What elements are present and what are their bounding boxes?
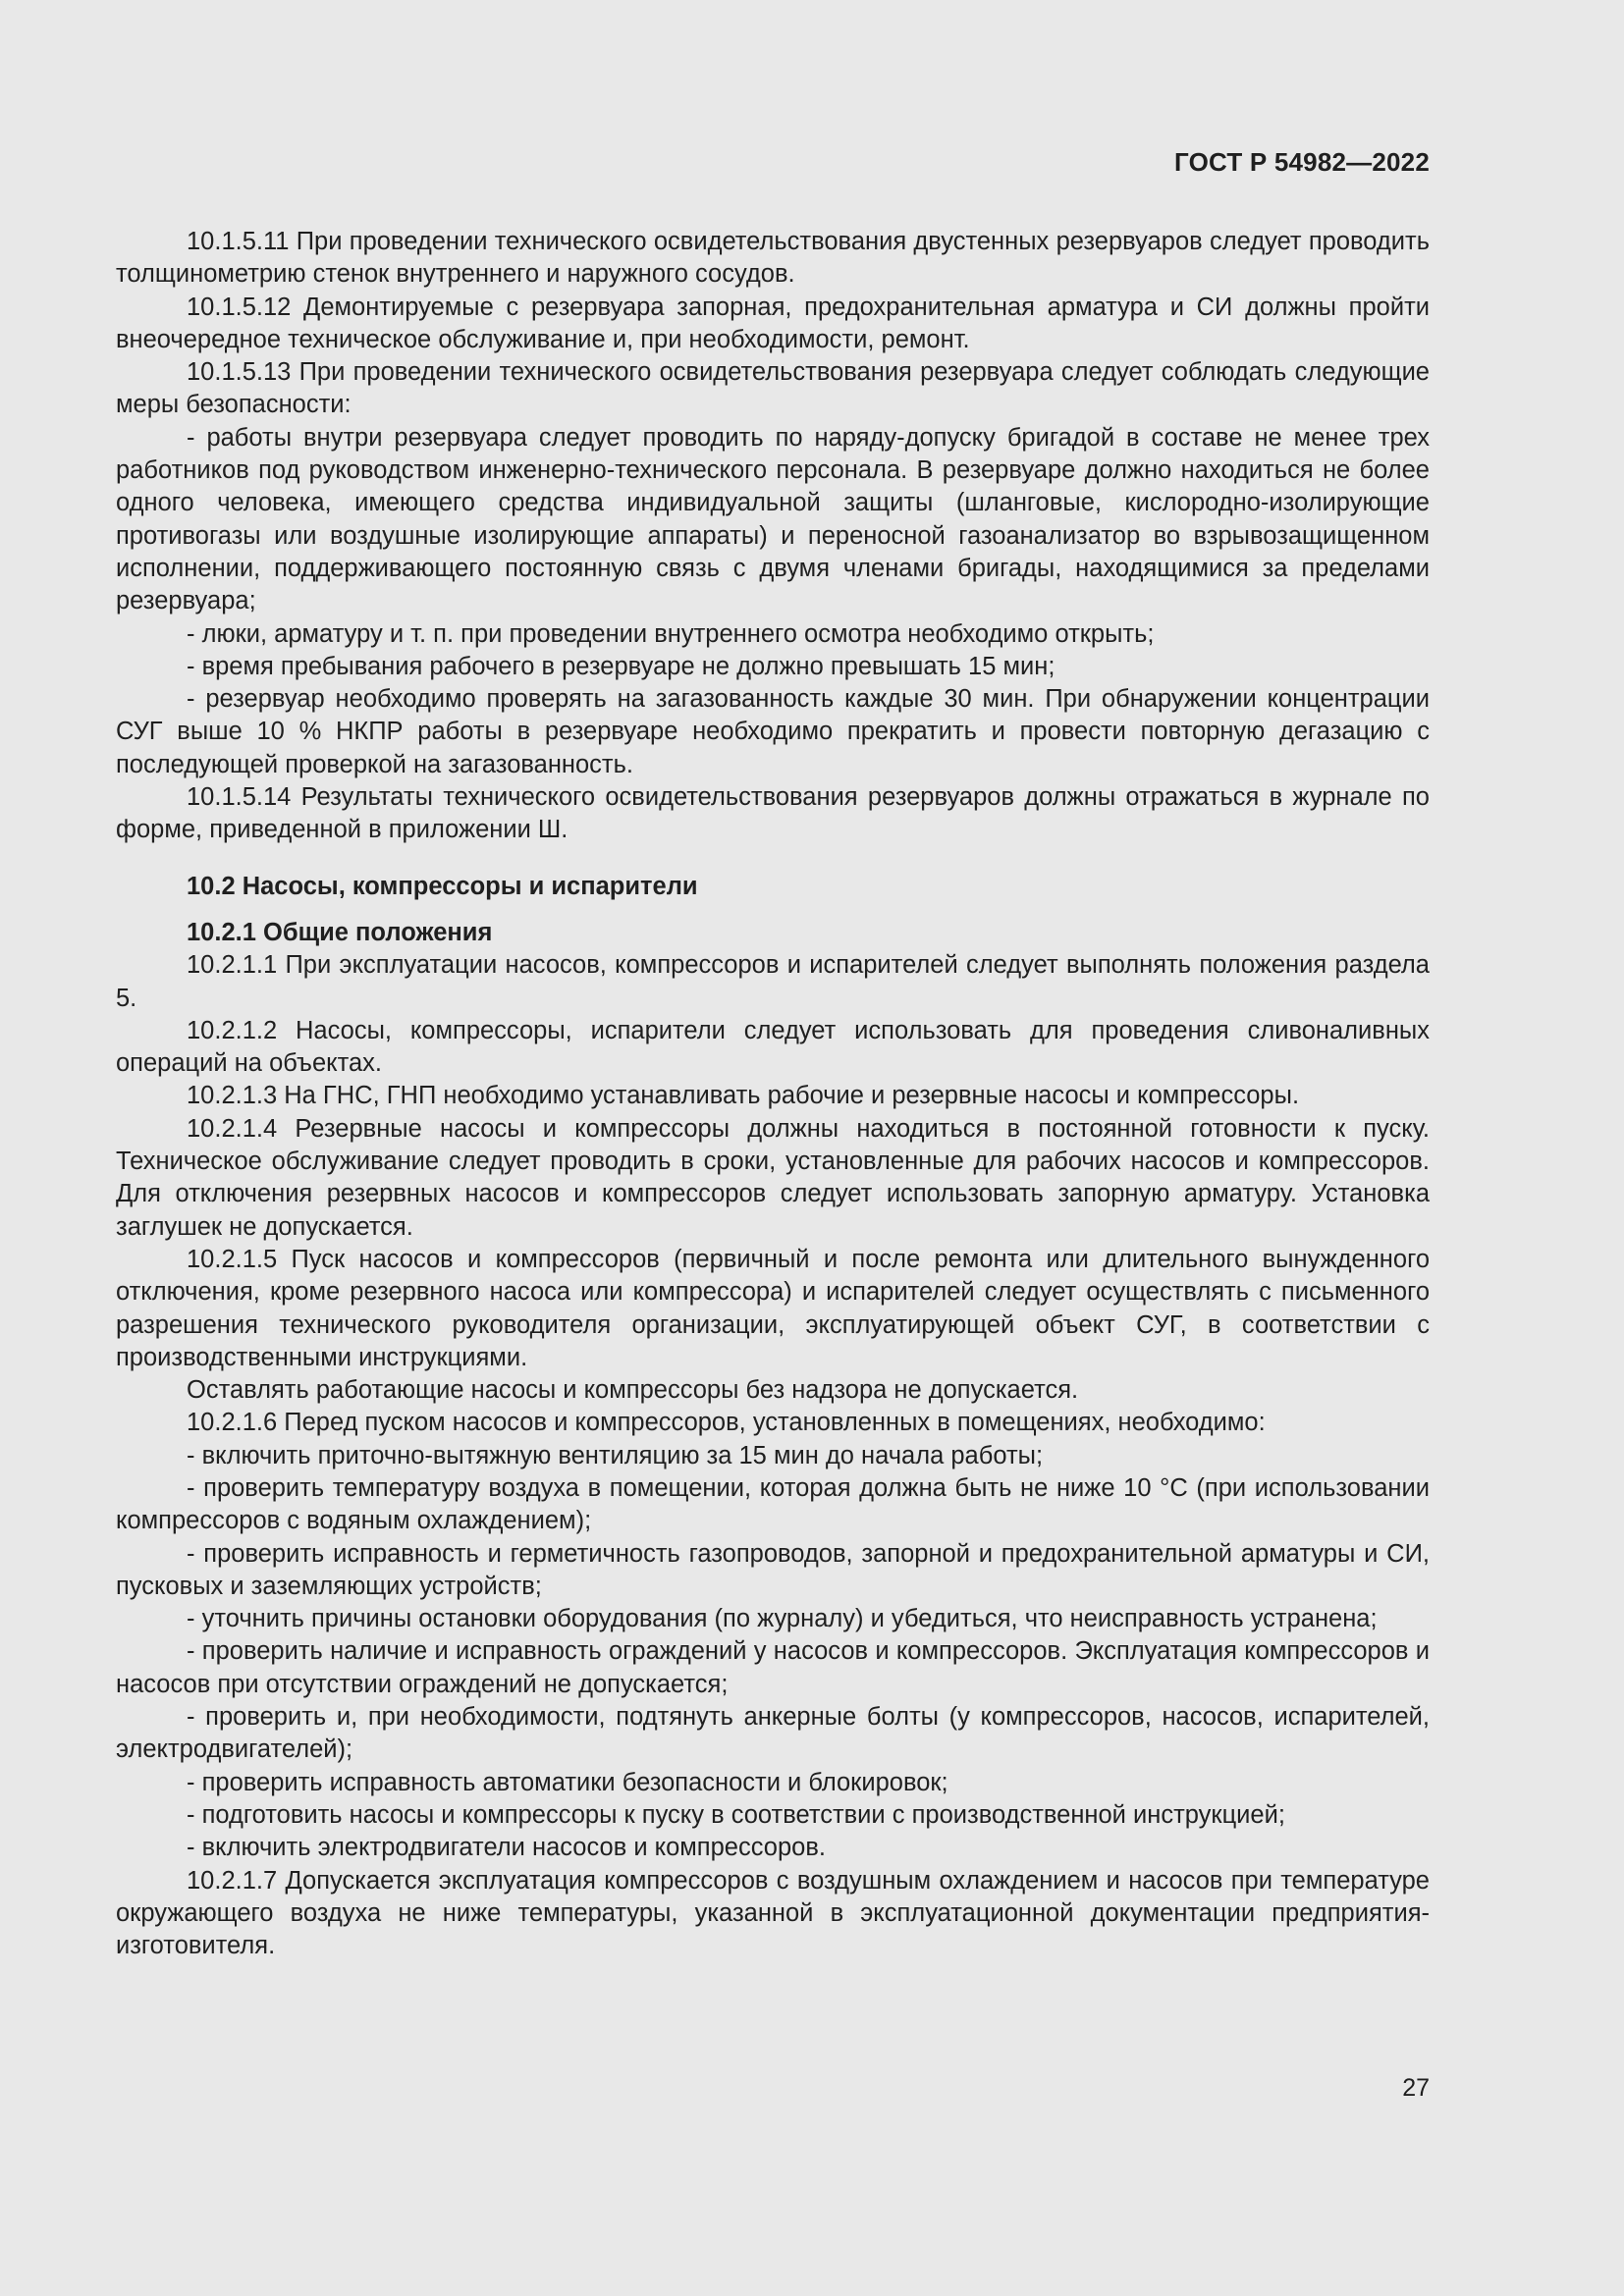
list-item-startup-7: - проверить исправность автоматики безопасности и блокировок; [187,1768,948,1796]
paragraph-no-supervision: Оставлять работающие насосы и компрессоры без надзора не допускается. [187,1376,1079,1405]
list-item-safety-4: - резервуар необходимо проверять на загазованность каждые 30 мин. При обнаружении концентрации СУГ выше 10 % НКПР работы в резервуаре необходимо прекратить и провести повторную дегазацию с последующей проверкой на загазованность. [116,685,1430,778]
paragraph-10-2-1-4: 10.2.1.4 Резервные насосы и компрессоры должны находиться в постоянной готовности к пуску. Техническое обслуживание следует проводить в сроки, установленные для рабочих насосов и компрессоров. Для отключения резервных насосов и компрессоров следует использовать запорную арматуру. Установка заглушек не допускается. [116,1114,1430,1241]
list-item-startup-8: - подготовить насосы и компрессоры к пуску в соответствии с производственной инструкцией; [187,1800,1285,1829]
list-item-safety-3: - время пребывания рабочего в резервуаре не должно превышать 15 мин; [187,652,1056,680]
document-header-id: ГОСТ Р 54982—2022 [1174,147,1430,177]
list-item-startup-1: - включить приточно-вытяжную вентиляцию за 15 мин до начала работы; [187,1441,1044,1469]
list-item-startup-2: - проверить температуру воздуха в помещении, которая должна быть не ниже 10 °С (при использовании компрессоров с водяным охлаждением); [116,1473,1430,1535]
paragraph-10-2-1-7: 10.2.1.7 Допускается эксплуатация компрессоров с воздушным охлаждением и насосов при температуре окружающего воздуха не ниже температуры, указанной в эксплуатационной документации предприятия-изготовителя. [116,1866,1430,1960]
list-item-startup-9: - включить электродвигатели насосов и компрессоров. [187,1834,826,1862]
document-body [116,226,1430,1962]
paragraph-10-1-5-12: 10.1.5.12 Демонтируемые с резервуара запорная, предохранительная арматура и СИ должны пройти внеочередное техническое обслуживание и, при необходимости, ремонт. [116,293,1430,353]
list-item-safety-1: - работы внутри резервуара следует проводить по наряду-допуску бригадой в составе не менее трех работников под руководством инженерно-технического персонала. В резервуаре должно находиться не более одного человека, имеющего средства индивидуальной защиты (шланговые, кислородно-изолирующие противогазы или воздушные изолирующие аппараты) и переносной газоанализатор во взрывозащищенном исполнении, поддерживающего постоянную связь с двумя членами бригады, находящимися за пределами резервуара; [116,423,1430,615]
list-item-startup-4: - уточнить причины остановки оборудования (по журналу) и убедиться, что неисправность устранена; [187,1605,1378,1633]
paragraph-10-2-1-5: 10.2.1.5 Пуск насосов и компрессоров (первичный и после ремонта или длительного вынужденного отключения, кроме резервного насоса или компрессора) и испарителей следует осуществлять с письменного разрешения технического руководителя организации, эксплуатирующей объект СУГ, в соответствии с производственными инструкциями. [116,1245,1430,1371]
paragraph-10-1-5-11: 10.1.5.11 При проведении технического освидетельствования двустенных резервуаров следует проводить толщинометрию стенок внутреннего и наружного сосудов. [116,228,1430,289]
section-heading: 10.2 Насосы, компрессоры и испарители [187,872,698,900]
subsection-heading: 10.2.1 Общие положения [187,918,493,946]
list-item-startup-5: - проверить наличие и исправность ограждений у насосов и компрессоров. Эксплуатация компрессоров и насосов при отсутствии ограждений не допускается; [116,1637,1430,1698]
list-item-startup-3: - проверить исправность и герметичность газопроводов, запорной и предохранительной арматуры и СИ, пусковых и заземляющих устройств; [116,1539,1430,1600]
paragraph-10-2-1-1: 10.2.1.1 При эксплуатации насосов, компрессоров и испарителей следует выполнять положения раздела 5. [116,951,1430,1012]
paragraph-10-2-1-2: 10.2.1.2 Насосы, компрессоры, испарители следует использовать для проведения сливоналивных операций на объектах. [116,1016,1430,1078]
list-item-startup-6: - проверить и, при необходимости, подтянуть анкерные болты (у компрессоров, насосов, испарителей, электродвигателей); [116,1703,1430,1764]
paragraph-10-1-5-13: 10.1.5.13 При проведении технического освидетельствования резервуара следует соблюдать следующие меры безопасности: [116,358,1430,419]
page-number: 27 [1402,2074,1430,2102]
list-item-safety-2: - люки, арматуру и т. п. при проведении внутреннего осмотра необходимо открыть; [187,619,1155,648]
paragraph-10-1-5-14: 10.1.5.14 Результаты технического освидетельствования резервуаров должны отражаться в журнале по форме, приведенной в приложении Ш. [116,783,1430,844]
paragraph-10-2-1-6: 10.2.1.6 Перед пуском насосов и компрессоров, установленных в помещениях, необходимо: [187,1409,1266,1437]
paragraph-10-2-1-3: 10.2.1.3 На ГНС, ГНП необходимо устанавливать рабочие и резервные насосы и компрессоры. [187,1082,1300,1110]
